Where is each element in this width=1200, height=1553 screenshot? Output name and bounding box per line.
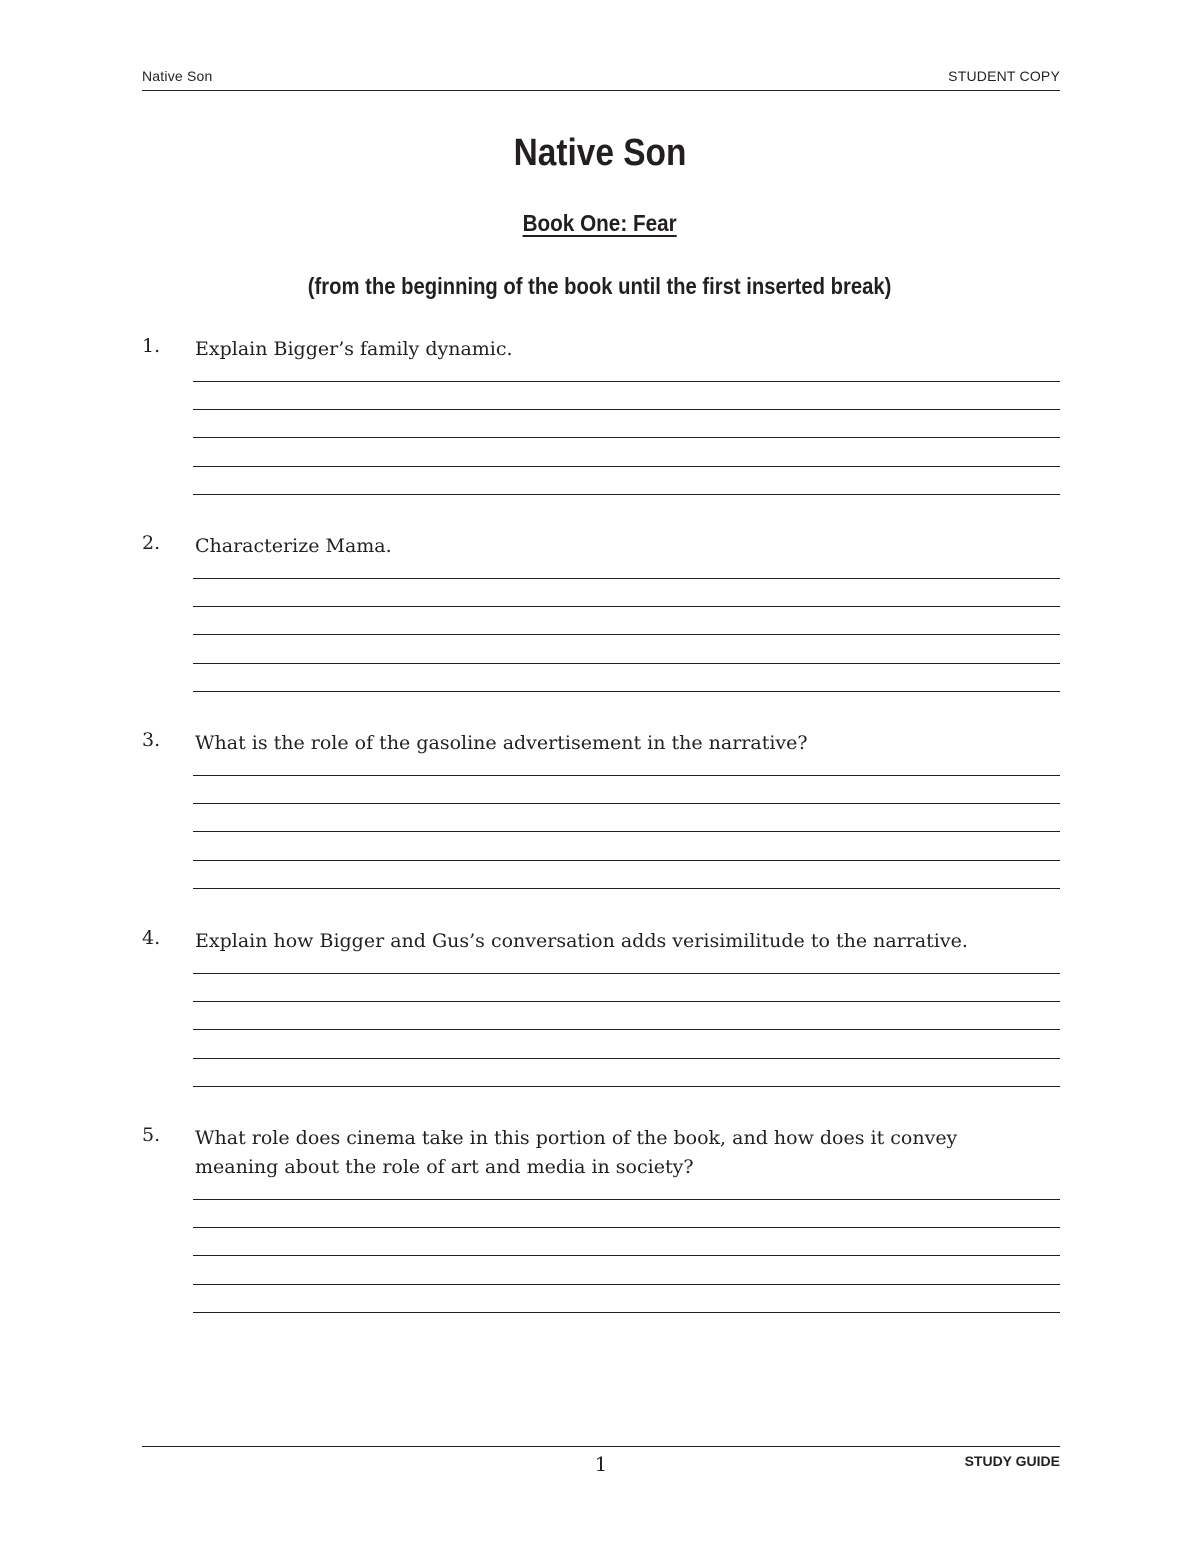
question-number: 2. [142, 532, 161, 554]
question-number: 4. [142, 927, 161, 949]
answer-line[interactable] [193, 1086, 1060, 1087]
answer-line[interactable] [193, 1227, 1060, 1228]
answer-line[interactable] [193, 831, 1060, 832]
answer-line[interactable] [193, 775, 1060, 776]
section-subtitle-text: Book One: Fear [522, 210, 678, 236]
answer-line[interactable] [193, 634, 1060, 635]
answer-line[interactable] [193, 437, 1060, 438]
page-header [142, 66, 1060, 91]
answer-line[interactable] [193, 578, 1060, 579]
footer-label: STUDY GUIDE [964, 1453, 1060, 1469]
answer-line[interactable] [193, 860, 1060, 861]
page-number: 1 [594, 1452, 608, 1476]
section-range [0, 273, 1200, 300]
answer-line[interactable] [193, 973, 1060, 974]
answer-line[interactable] [193, 381, 1060, 382]
answer-line[interactable] [193, 663, 1060, 664]
answer-line[interactable] [193, 1199, 1060, 1200]
question-text: Characterize Mama. [195, 535, 392, 557]
question-text: Explain Bigger’s family dynamic. [195, 338, 513, 360]
question-text: What role does cinema take in this portion of the book, and how does it convey meaning about the role of art and media in society? [195, 1127, 958, 1178]
answer-line[interactable] [193, 803, 1060, 804]
section-subtitle [0, 210, 1200, 237]
answer-line[interactable] [193, 494, 1060, 495]
header-book-title: Native Son [142, 68, 213, 84]
section-range-text: (from the beginning of the book until the first inserted break) [308, 273, 892, 299]
question-number: 5. [142, 1124, 161, 1146]
page-footer [142, 1446, 1060, 1477]
answer-line[interactable] [193, 1284, 1060, 1285]
answer-line[interactable] [193, 606, 1060, 607]
answer-line[interactable] [193, 1029, 1060, 1030]
answer-line[interactable] [193, 1001, 1060, 1002]
header-copy-label: STUDENT COPY [948, 68, 1060, 84]
page-title: Native Son [513, 132, 687, 174]
answer-line[interactable] [193, 466, 1060, 467]
question-number: 1. [142, 335, 161, 357]
answer-line[interactable] [193, 888, 1060, 889]
answer-line[interactable] [193, 1312, 1060, 1313]
question-number: 3. [142, 729, 161, 751]
answer-line[interactable] [193, 1255, 1060, 1256]
answer-line[interactable] [193, 691, 1060, 692]
answer-line[interactable] [193, 409, 1060, 410]
question-text: What is the role of the gasoline advertisement in the narrative? [195, 732, 808, 754]
question-text: Explain how Bigger and Gus’s conversation adds verisimilitude to the narrative. [195, 930, 968, 952]
answer-line[interactable] [193, 1058, 1060, 1059]
